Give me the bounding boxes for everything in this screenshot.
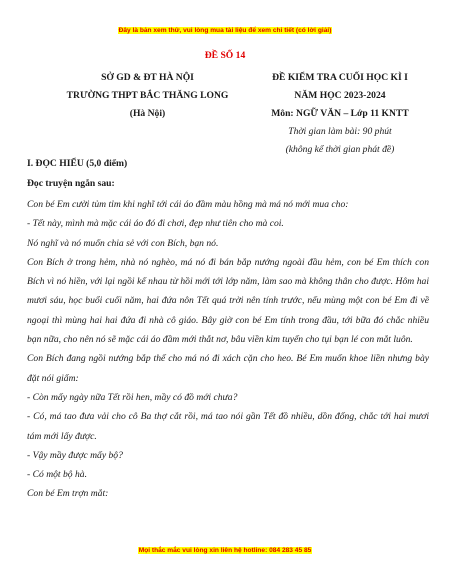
section-heading: I. ĐỌC HIỂU (5,0 điểm) (27, 158, 128, 169)
school-year: NĂM HỌC 2023-2024 (294, 90, 386, 101)
school-location: (Hà Nội) (129, 108, 166, 119)
preview-notice-banner (0, 27, 450, 34)
story-paragraph: Con Bích ở trong hẻm, nhà nó nghèo, má nó đi bán bắp nướng ngoài đầu hẻm, con bé Em thích con Bích vì nó hiền, với lại ngồi kế nhau từ hồi mới tới lớp năm, làm sao mà không thân cho được. Hôm hai mươi sáu, học buổi cuối năm, hai đứa nôn Tết quá trời nên tính trước, nếu mùng một con bé Em đi về ngoại thì mùng hai hai đứa đi nhà cô giáo. Bây giờ con bé Em tính trong đầu, tới bữa đó chắc nhiều bạn nữa, cho nên nó sẽ mặc cái áo đầm mới thắt nơ, bâu viền kim tuyến cho tụi bạn lé con mắt luôn. (27, 256, 429, 346)
hotline-text: Mọi thắc mắc vui lòng xin liên hệ hotline: 084 283 45 85 (138, 547, 312, 554)
story-paragraph: Con bé Em trợn mắt: (27, 488, 109, 500)
exam-header (252, 69, 428, 159)
exam-number: ĐỀ SỐ 14 (204, 50, 246, 61)
preview-notice-text: Đây là bản xem thử, vui lòng mua tài liệu để xem chi tiết (có lời giải) (118, 27, 332, 34)
hotline-banner (0, 547, 450, 554)
story-paragraph: - Vậy mầy được mấy bộ? (27, 449, 123, 461)
exam-title: ĐỀ KIỂM TRA CUỐI HỌC KÌ I (272, 72, 408, 83)
department-name: SỞ GD & ĐT HÀ NỘI (101, 72, 194, 83)
school-name: TRƯỜNG THPT BẮC THĂNG LONG (66, 90, 229, 101)
reading-instruction: Đọc truyện ngắn sau: (27, 178, 115, 189)
time-allowed: Thời gian làm bài: 90 phút (288, 126, 392, 137)
story-paragraph: - Còn mấy ngày nữa Tết rồi hen, mầy có đồ mới chưa? (27, 391, 238, 403)
subject-line: Môn: NGỮ VĂN – Lớp 11 KNTT (271, 108, 409, 119)
story-paragraph: Con Bích đang ngồi nướng bắp thế cho má nó đi xách cặn cho heo. Bé Em muốn khoe liền nhưng bày đặt nói giấm: (27, 353, 429, 384)
story-paragraph: Con bé Em cười tủm tỉm khi nghĩ tới cái áo đầm màu hồng mà má nó mới mua cho: (27, 199, 349, 210)
story-paragraph: Nó nghĩ và nó muốn chia sẻ với con Bích, bạn nó. (27, 237, 219, 249)
story-paragraph: - Có một bộ hà. (27, 469, 87, 481)
school-header (50, 69, 245, 123)
story-text (27, 195, 429, 504)
story-paragraph: - Có, má tao đưa vải cho cô Ba thợ cắt rồi, má tao nói gần Tết đồ nhiều, dồn đống, chắc tới hai mươi tám mới lấy được. (27, 411, 429, 442)
story-paragraph: - Tết này, mình mà mặc cái áo đó đi chơi, đẹp như tiên cho mà coi. (27, 218, 284, 230)
time-note: (không kể thời gian phát đề) (285, 144, 395, 155)
